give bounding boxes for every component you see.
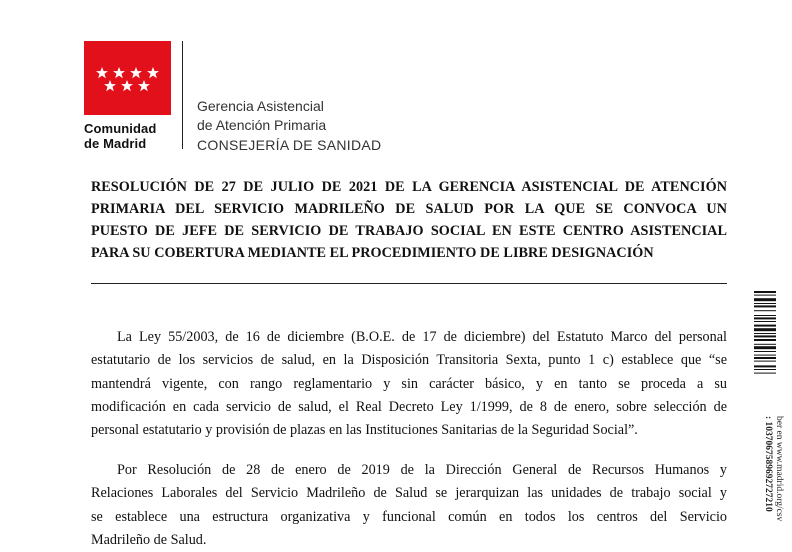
- paragraph-line: se establece una estructura organizativa y funcional común en todos los centros del Servicio: [91, 508, 727, 525]
- comunidad-de-madrid-logo: [84, 41, 172, 149]
- paragraph-1: [91, 326, 727, 442]
- title-line: RESOLUCIÓN DE 27 DE JULIO DE 2021 DE LA GERENCIA ASISTENCIAL DE ATENCIÓN: [91, 179, 727, 195]
- paragraph-line: Por Resolución de 28 de enero de 2019 de la Dirección General de Recursos Humanos y: [117, 462, 727, 478]
- csv-line-2: : 1037067589692727210: [763, 416, 773, 512]
- title-line: PRIMARIA DEL SERVICIO MADRILEÑO DE SALUD POR LA QUE SE CONVOCA UN: [91, 201, 727, 217]
- org-line-1: Gerencia Asistencial: [197, 98, 324, 114]
- header-divider: [182, 41, 183, 149]
- stars-icon: [94, 67, 162, 93]
- csv-line-1: ber en www.madrid.org/csv: [774, 416, 784, 522]
- org-line-2: de Atención Primaria: [197, 117, 327, 133]
- logo-line-1: Comunidad: [84, 121, 157, 136]
- paragraph-line: mantendrá vigente, con rango reglamentario y sin carácter básico, y en tanto se proceda a su: [91, 375, 727, 392]
- paragraph-2: [91, 459, 727, 552]
- paragraph-line: Madrileño de Salud.: [91, 531, 207, 548]
- paragraph-line: personal estatutario y provisión de plazas en las Instituciones Sanitarias de la Seguridad Social”.: [91, 422, 638, 439]
- title-line: PUESTO DE JEFE DE SERVICIO DE TRABAJO SOCIAL EN ESTE CENTRO ASISTENCIAL: [91, 223, 727, 239]
- document-title: [91, 176, 727, 264]
- org-line-3: CONSEJERÍA DE SANIDAD: [197, 137, 382, 153]
- logo-red-square: [84, 41, 171, 115]
- title-rule: [91, 283, 727, 284]
- paragraph-line: modificación en cada servicio de salud, el Real Decreto Ley 1/1999, de 8 de enero, sobre selección de: [91, 398, 727, 415]
- logo-wordmark: [84, 121, 156, 151]
- csv-verification-text: [760, 416, 786, 539]
- title-line: PARA SU COBERTURA MEDIANTE EL PROCEDIMIENTO DE LIBRE DESIGNACIÓN: [91, 245, 654, 261]
- paragraph-line: La Ley 55/2003, de 16 de diciembre (B.O.E. de 17 de diciembre) del Estatuto Marco del personal: [117, 329, 727, 345]
- barcode-icon: [754, 291, 776, 409]
- logo-line-2: de Madrid: [84, 136, 147, 151]
- paragraph-line: Relaciones Laborales del Servicio Madrileño de Salud se jerarquizan las unidades de trabajo social y: [91, 485, 727, 502]
- paragraph-line: estatutario de los servicios de salud, en la Disposición Transitoria Sexta, punto 1 c) establece que “se: [91, 352, 727, 369]
- organization-name: [197, 97, 381, 155]
